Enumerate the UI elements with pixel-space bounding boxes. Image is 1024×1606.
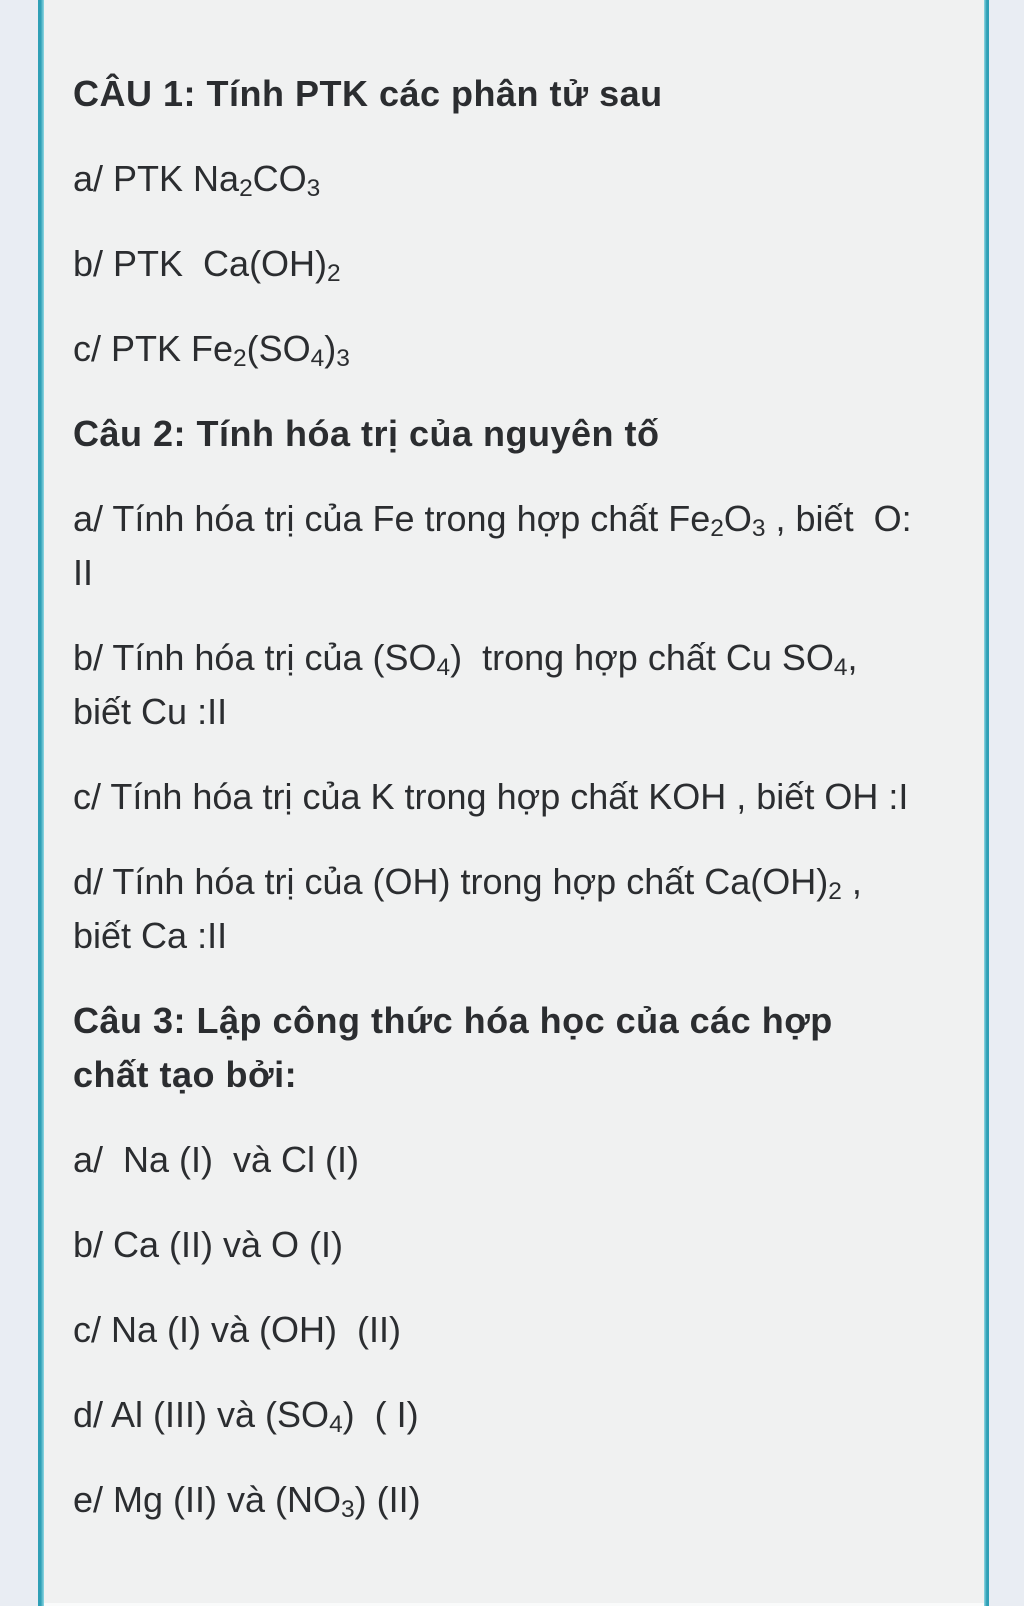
subscript: 4 [436, 653, 451, 681]
subscript: 2 [233, 344, 247, 372]
question-line: b/ Tính hóa trị của $(SO_4)$ trong hợp chất Cu $SO_4$, biết Cu :II [73, 637, 858, 732]
subscript: 4 [833, 653, 848, 681]
question-line: c/ Tính hóa trị của K trong hợp chất KOH , biết OH :I [73, 776, 909, 817]
question-line: c/ PTK $Fe_2(SO_4)_3$ [73, 328, 350, 372]
question-line: a/ Na (I) và Cl (I) [73, 1139, 360, 1180]
subscript: 2 [828, 877, 842, 905]
question-card [38, 0, 989, 1606]
question-line: d/ Al (III) và $(SO_4)$ ( I) [73, 1394, 419, 1438]
question-line: d/ Tính hóa trị của (OH) trong hợp chất $Ca(OH)_2$ , biết Ca :II [73, 861, 862, 956]
question-heading: CÂU 1: Tính PTK các phân tử sau [73, 73, 663, 114]
question-line: a/ Tính hóa trị của Fe trong hợp chất $Fe_2O_3$ , biết O: II [73, 498, 912, 593]
subscript: 3 [306, 174, 321, 202]
question-line: b/ PTK $Ca(OH)_2$ [73, 243, 341, 287]
subscript: 2 [710, 514, 724, 542]
subscript: 4 [329, 1410, 343, 1438]
subscript: 2 [239, 174, 253, 202]
question-heading: Câu 2: Tính hóa trị của nguyên tố [73, 413, 660, 454]
subscript: 2 [327, 259, 341, 287]
question-line: a/ PTK $Na_2CO_3$ [73, 158, 321, 202]
question-line: e/ Mg (II) và $(NO_3)$ (II) [73, 1479, 421, 1523]
subscript: 3 [341, 1495, 355, 1523]
subscript: 3 [336, 344, 350, 372]
question-heading: Câu 3: Lập công thức hóa học của các hợp chất tạo bởi: [73, 1000, 833, 1095]
question-content [44, 0, 984, 1603]
question-line: b/ Ca (II) và O (I) [73, 1224, 344, 1265]
subscript: 4 [310, 344, 325, 372]
card-right-border [984, 0, 989, 1606]
subscript: 3 [751, 514, 766, 542]
question-line: c/ Na (I) và (OH) (II) [73, 1309, 401, 1350]
